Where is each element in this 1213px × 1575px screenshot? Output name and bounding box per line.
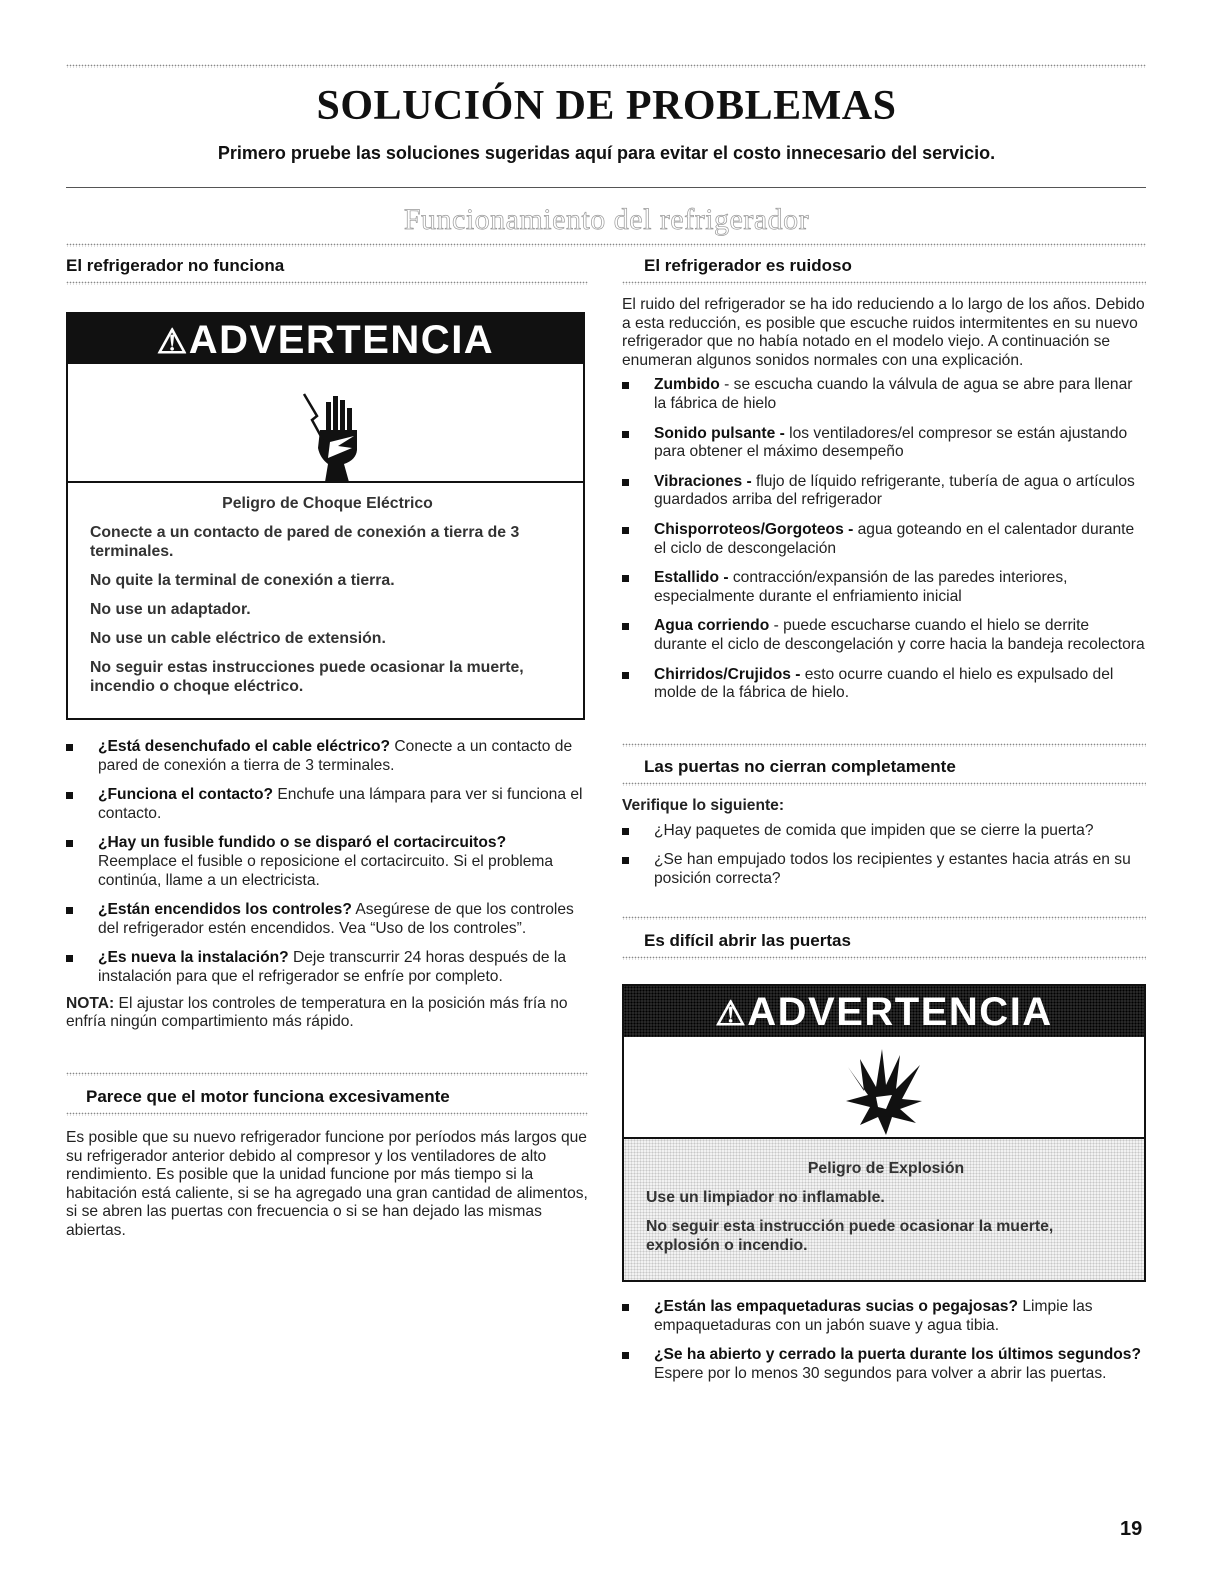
- heading-dificil: Es difícil abrir las puertas: [644, 931, 851, 950]
- warning-line: No seguir estas instrucciones puede ocasionar la muerte, incendio o choque eléctrico.: [90, 659, 524, 695]
- warning-caption: Peligro de Explosión: [807, 1160, 965, 1177]
- list-item: Agua corriendo - puede escucharse cuando el hielo se derrite durante el ciclo de descongelación y corre hacia la bandeja recolectora: [622, 617, 1146, 654]
- warning-label: ADVERTENCIA: [747, 990, 1053, 1034]
- list-item: ¿Es nueva la instalación? Deje transcurrir 24 horas después de la instalación para que el refrigerador se enfríe por completo.: [66, 949, 588, 986]
- list-item: ¿Hay un fusible fundido o se disparó el cortacircuitos? Reemplace el fusible o reposicione el cortacircuito. Si el problema continúa, llame a un electricista.: [66, 834, 588, 890]
- list-item: ¿Se han empujado todos los recipientes y estantes hacia atrás en su posición correcta?: [622, 851, 1146, 888]
- warning-header: [68, 314, 583, 364]
- warning-explosion: [622, 984, 1146, 1282]
- list-item: ¿Se ha abierto y cerrado la puerta durante los últimos segundos? Espere por lo menos 30 segundos para volver a abrir las puertas.: [622, 1346, 1146, 1383]
- warning-header: [624, 986, 1144, 1037]
- motor-text: Es posible que su nuevo refrigerador funcione por períodos más largos que su refrigerador anterior debido al compresor y los ventiladores de alto rendimiento. Es posible que la unidad funcione por más tiempo si la habitación está caliente, si se ha agregado una gran cantidad de alimentos, si se abren las puertas con frecuencia o si se han dejado las mismas abiertas.: [66, 1129, 588, 1239]
- list-item: ¿Están las empaquetaduras sucias o pegajosas? Limpie las empaquetaduras con un jabón suave y agua tibia.: [622, 1298, 1146, 1335]
- heading-puertas: Las puertas no cierran completamente: [644, 757, 956, 776]
- puertas-lead: Verifique lo siguiente:: [622, 797, 785, 814]
- heading-no-funciona: El refrigerador no funciona: [66, 256, 285, 275]
- list-item: Vibraciones - flujo de líquido refrigerante, tubería de agua o artículos guardados arriba del refrigerador: [622, 473, 1146, 510]
- warning-line: Use un limpiador no inflamable.: [646, 1189, 885, 1206]
- explosion-icon: [624, 1037, 1144, 1139]
- section-dotted-rule: [66, 243, 1146, 247]
- heading-ruidoso-rule: [622, 281, 1146, 285]
- dificil-list: [622, 1298, 1146, 1394]
- list-item: Chisporroteos/Gorgoteos - agua goteando en el calentador durante el ciclo de descongelación: [622, 521, 1146, 558]
- heading-motor: Parece que el motor funciona excesivamente: [86, 1087, 450, 1106]
- section-title: Funcionamiento del refrigerador: [403, 203, 810, 236]
- heading-puertas-top-rule: [622, 743, 1146, 747]
- warning-explosion-text: [646, 1159, 1126, 1265]
- no-funciona-list: [66, 738, 588, 1032]
- warning-caption: Peligro de Choque Eléctrico: [222, 495, 433, 512]
- electric-shock-hand-icon: [68, 364, 583, 483]
- heading-ruidoso: El refrigerador es ruidoso: [644, 256, 852, 275]
- heading-dificil-top-rule: [622, 916, 1146, 920]
- list-item: ¿Está desenchufado el cable eléctrico? Conecte a un contacto de pared de conexión a tierra de 3 terminales.: [66, 738, 588, 775]
- list-item: Chirridos/Crujidos - esto ocurre cuando el hielo es expulsado del molde de la fábrica de hielo.: [622, 666, 1146, 703]
- heading-dificil-rule: [622, 956, 1146, 960]
- warning-line: No use un adaptador.: [90, 601, 251, 618]
- warning-line: Conecte a un contacto de pared de conexión a tierra de 3 terminales.: [90, 524, 520, 560]
- puertas-block: [622, 797, 1146, 899]
- top-dotted-rule: [66, 64, 1146, 68]
- warning-triangle-icon: ⚠: [156, 323, 189, 361]
- warning-electric-shock: [66, 312, 585, 720]
- warning-line: No quite la terminal de conexión a tierra.: [90, 572, 395, 589]
- page-subtitle: Primero pruebe las soluciones sugeridas aquí para evitar el costo innecesario del servicio.: [217, 143, 996, 163]
- ruidoso-block: [622, 296, 1146, 714]
- heading-puertas-rule: [622, 782, 1146, 786]
- warning-label: ADVERTENCIA: [188, 318, 495, 362]
- warning-line: No use un cable eléctrico de extensión.: [90, 630, 386, 647]
- page-title: SOLUCIÓN DE PROBLEMAS: [316, 83, 897, 129]
- warning-electric-text: [90, 494, 565, 706]
- heading-no-funciona-rule: [66, 281, 588, 285]
- warning-line: No seguir esta instrucción puede ocasionar la muerte, explosión o incendio.: [646, 1218, 1054, 1254]
- header-rule: [66, 187, 1146, 188]
- nota: NOTA: El ajustar los controles de temperatura en la posición más fría no enfría ningún compartimiento más rápido.: [66, 994, 568, 1031]
- warning-triangle-icon: ⚠: [715, 995, 748, 1033]
- list-item: Sonido pulsante - los ventiladores/el compresor se están ajustando para obtener el máximo desempeño: [622, 425, 1146, 462]
- ruidoso-intro: El ruido del refrigerador se ha ido reduciendo a lo largo de los años. Debido a esta reducción, es posible que escuche ruidos intermitentes en su nuevo refrigerador que no había notado en el modelo viejo. A continuación se enumeran algunos sonidos normales con una explicación.: [622, 296, 1145, 369]
- list-item: ¿Están encendidos los controles? Asegúrese de que los controles del refrigerador estén encendidos. Vea “Uso de los controles”.: [66, 901, 588, 938]
- list-item: Zumbido - se escucha cuando la válvula de agua se abre para llenar la fábrica de hielo: [622, 376, 1146, 413]
- list-item: ¿Hay paquetes de comida que impiden que se cierre la puerta?: [622, 822, 1146, 841]
- list-item: ¿Funciona el contacto? Enchufe una lámpara para ver si funciona el contacto.: [66, 786, 588, 823]
- page-number: 19: [1120, 1518, 1143, 1540]
- heading-motor-top-rule: [66, 1072, 588, 1076]
- list-item: Estallido - contracción/expansión de las paredes interiores, especialmente durante el enfriamiento inicial: [622, 569, 1146, 606]
- heading-motor-rule: [66, 1112, 588, 1116]
